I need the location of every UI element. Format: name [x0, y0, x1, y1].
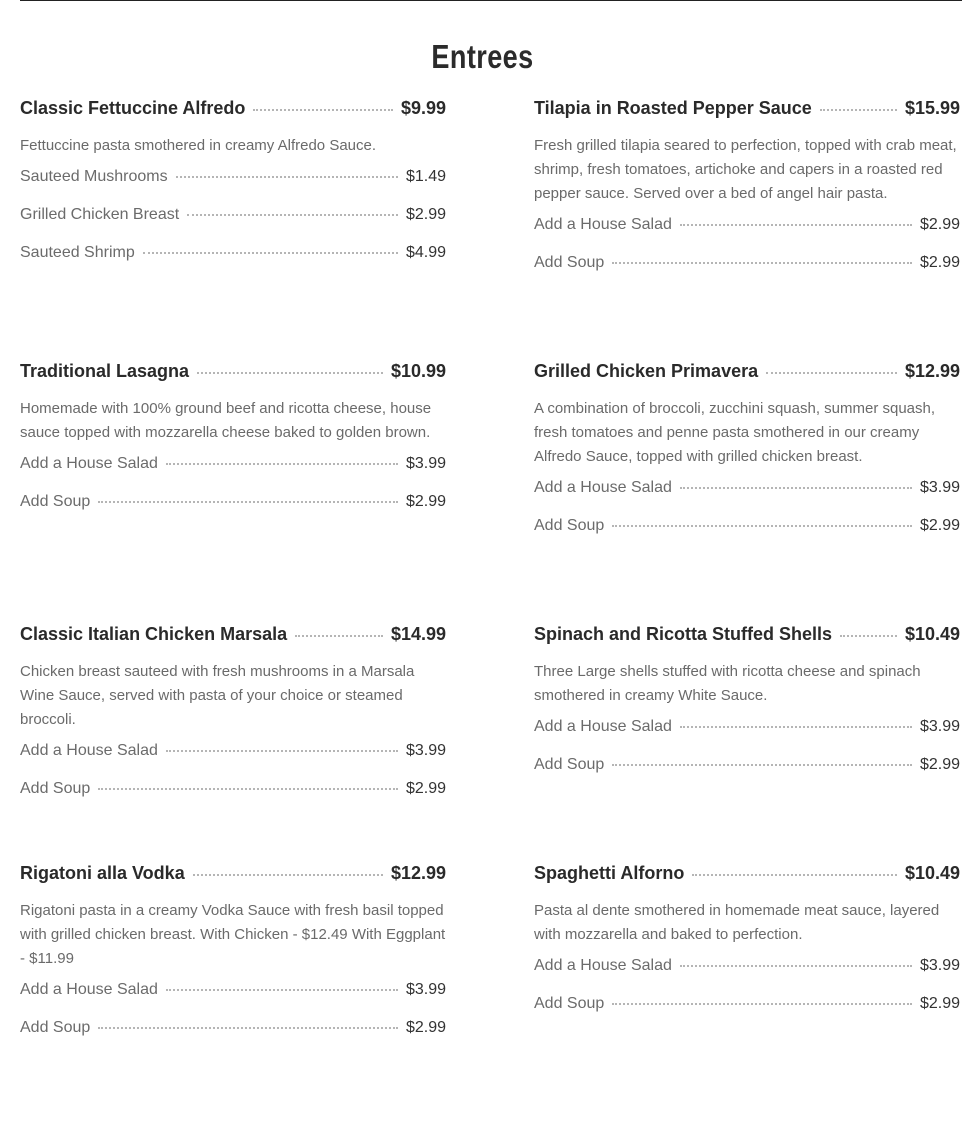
- addon-list: [534, 957, 960, 1033]
- addon-name: Sauteed Shrimp: [20, 244, 135, 261]
- item-price: $9.99: [400, 98, 446, 118]
- addon-price: $1.49: [405, 168, 446, 185]
- addon-row: [20, 493, 446, 531]
- addon-row: [534, 718, 960, 756]
- item-name: Traditional Lasagna: [20, 361, 190, 381]
- dot-leader: [840, 635, 897, 637]
- item-name: Classic Fettuccine Alfredo: [20, 98, 246, 118]
- addon-price: $2.99: [405, 493, 446, 510]
- dot-leader: [166, 463, 398, 465]
- addon-price: $2.99: [919, 995, 960, 1012]
- item-description: Three Large shells stuffed with ricotta cheese and spinach smothered in creamy White Sauce.: [534, 663, 921, 704]
- dot-leader: [166, 989, 398, 991]
- addon-row: [534, 479, 960, 517]
- addon-price: $2.99: [405, 206, 446, 223]
- item-name: Spaghetti Alforno: [534, 863, 685, 883]
- addon-name: Add a House Salad: [20, 981, 158, 998]
- addon-row: [534, 756, 960, 794]
- item-price: $12.99: [904, 361, 960, 381]
- dot-leader: [166, 750, 398, 752]
- item-description: Pasta al dente smothered in homemade meat sauce, layered with mozzarella and baked to perfection.: [534, 902, 940, 943]
- item-description: Fettuccine pasta smothered in creamy Alfredo Sauce.: [20, 137, 377, 154]
- item-description: Chicken breast sauteed with fresh mushrooms in a Marsala Wine Sauce, served with pasta of your choice or steamed broccoli.: [20, 663, 415, 728]
- menu-item-fettuccine-alfredo: [20, 98, 446, 282]
- addon-name: Add Soup: [20, 493, 91, 510]
- addon-list: [534, 216, 960, 292]
- section-title: Entrees: [431, 38, 534, 75]
- addon-price: $3.99: [919, 479, 960, 496]
- item-price: $10.99: [390, 361, 446, 381]
- dot-leader: [612, 1003, 912, 1005]
- addon-list: [20, 455, 446, 531]
- dot-leader: [820, 109, 897, 111]
- addon-name: Grilled Chicken Breast: [20, 206, 180, 223]
- dot-leader: [98, 788, 398, 790]
- addon-list: [20, 981, 446, 1057]
- menu-item-chicken-primavera: [534, 361, 960, 555]
- menu-item-spaghetti-alforno: [534, 863, 960, 1033]
- dot-leader: [176, 176, 398, 178]
- dot-leader: [193, 874, 383, 876]
- menu-item-chicken-marsala: [20, 624, 446, 818]
- dot-leader: [692, 874, 897, 876]
- item-description: Rigatoni pasta in a creamy Vodka Sauce with fresh basil topped with grilled chicken breast. With Chicken - $12.49 With Eggplant - $11.99: [20, 902, 446, 967]
- addon-name: Add a House Salad: [534, 216, 672, 233]
- menu-item-rigatoni-vodka: [20, 863, 446, 1057]
- addon-name: Add Soup: [20, 1019, 91, 1036]
- top-box-border: [20, 0, 962, 1]
- item-price: $10.49: [904, 624, 960, 644]
- addon-price: $2.99: [919, 254, 960, 271]
- addon-price: $3.99: [405, 455, 446, 472]
- addon-price: $2.99: [919, 216, 960, 233]
- addon-name: Add a House Salad: [534, 957, 672, 974]
- menu-item-tilapia: [534, 98, 960, 292]
- addon-row: [534, 254, 960, 292]
- addon-name: Add a House Salad: [20, 455, 158, 472]
- dot-leader: [612, 262, 912, 264]
- addon-row: [534, 957, 960, 995]
- item-price: $10.49: [904, 863, 960, 883]
- addon-list: [20, 742, 446, 818]
- dot-leader: [612, 525, 912, 527]
- dot-leader: [766, 372, 897, 374]
- dot-leader: [187, 214, 398, 216]
- menu-item-stuffed-shells: [534, 624, 960, 794]
- dot-leader: [197, 372, 383, 374]
- addon-price: $3.99: [405, 981, 446, 998]
- item-price: $12.99: [390, 863, 446, 883]
- addon-name: Add Soup: [534, 995, 605, 1012]
- dot-leader: [680, 965, 912, 967]
- addon-name: Sauteed Mushrooms: [20, 168, 168, 185]
- dot-leader: [680, 487, 912, 489]
- addon-price: $4.99: [405, 244, 446, 261]
- dot-leader: [295, 635, 383, 637]
- addon-name: Add Soup: [534, 254, 605, 271]
- dot-leader: [143, 252, 398, 254]
- addon-row: [20, 455, 446, 493]
- addon-list: [20, 168, 446, 282]
- item-name: Rigatoni alla Vodka: [20, 863, 185, 883]
- item-name: Spinach and Ricotta Stuffed Shells: [534, 624, 833, 644]
- addon-list: [534, 479, 960, 555]
- item-name: Classic Italian Chicken Marsala: [20, 624, 288, 644]
- addon-price: $2.99: [405, 780, 446, 797]
- addon-row: [20, 742, 446, 780]
- dot-leader: [612, 764, 912, 766]
- addon-name: Add a House Salad: [534, 718, 672, 735]
- addon-row: [20, 1019, 446, 1057]
- dot-leader: [680, 726, 912, 728]
- addon-name: Add a House Salad: [534, 479, 672, 496]
- addon-name: Add Soup: [20, 780, 91, 797]
- addon-price: $2.99: [919, 756, 960, 773]
- addon-name: Add Soup: [534, 517, 605, 534]
- addon-list: [534, 718, 960, 794]
- item-name: Tilapia in Roasted Pepper Sauce: [534, 98, 812, 118]
- item-price: $14.99: [390, 624, 446, 644]
- item-description: A combination of broccoli, zucchini squash, summer squash, fresh tomatoes and penne pasta smothered in our creamy Alfredo Sauce, topped with grilled chicken breast.: [534, 400, 936, 465]
- addon-row: [534, 517, 960, 555]
- addon-row: [20, 206, 446, 244]
- addon-row: [20, 168, 446, 206]
- dot-leader: [680, 224, 912, 226]
- addon-row: [20, 981, 446, 1019]
- dot-leader: [98, 1027, 398, 1029]
- menu-item-lasagna: [20, 361, 446, 531]
- addon-price: $2.99: [405, 1019, 446, 1036]
- addon-row: [534, 216, 960, 254]
- addon-price: $2.99: [919, 517, 960, 534]
- item-price: $15.99: [904, 98, 960, 118]
- addon-price: $3.99: [919, 957, 960, 974]
- addon-name: Add Soup: [534, 756, 605, 773]
- addon-row: [534, 995, 960, 1033]
- item-description: Homemade with 100% ground beef and ricotta cheese, house sauce topped with mozzarella cheese baked to golden brown.: [20, 400, 432, 441]
- addon-price: $3.99: [405, 742, 446, 759]
- item-name: Grilled Chicken Primavera: [534, 361, 759, 381]
- dot-leader: [253, 109, 393, 111]
- addon-price: $3.99: [919, 718, 960, 735]
- addon-name: Add a House Salad: [20, 742, 158, 759]
- dot-leader: [98, 501, 398, 503]
- addon-row: [20, 244, 446, 282]
- addon-row: [20, 780, 446, 818]
- item-description: Fresh grilled tilapia seared to perfection, topped with crab meat, shrimp, fresh tomatoes, artichoke and capers in a roasted red pepper sauce. Served over a bed of angel hair pasta.: [534, 137, 957, 202]
